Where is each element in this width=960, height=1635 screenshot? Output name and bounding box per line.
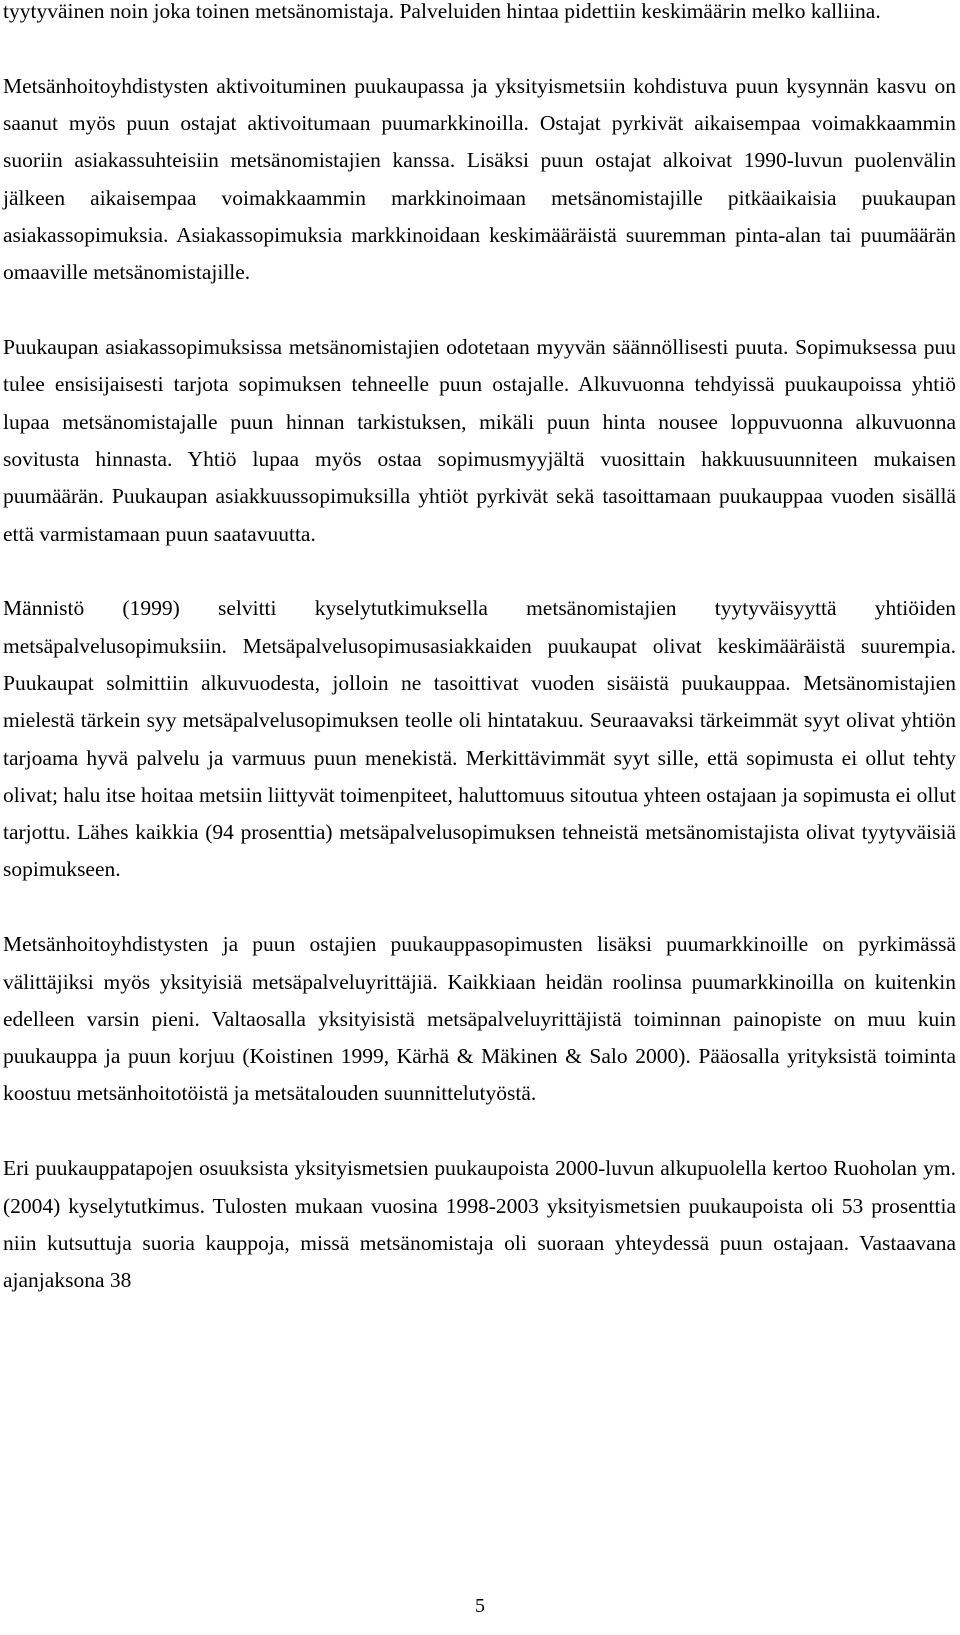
page-number: 5 (475, 1595, 485, 1617)
paragraph: Metsänhoitoyhdistysten aktivoituminen puukaupassa ja yksityismetsiin kohdistuva puun kysynnän kasvu on saanut myös puun ostajat aktivoitumaan puumarkkinoilla. Ostajat pyrkivät aikaisempaa voimakkaammin suoriin asiakassuhteisiin metsänomistajien kanssa. Lisäksi puun ostajat alkoivat 1990-luvun puolenvälin jälkeen aikaisempaa voimakkaammin markkinoimaan metsänomistajille pitkäaikaisia puukaupan asiakassopimuksia. Asiakassopimuksia markkinoidaan keskimääräistä suuremman pinta-alan tai puumäärän omaaville metsänomistajille. (3, 73, 956, 285)
paragraph: tyytyväinen noin joka toinen metsänomistaja. Palveluiden hintaa pidettiin keskimäärin melko kalliina. (3, 0, 881, 23)
body-text (3, 0, 956, 1299)
paragraph: Puukaupan asiakassopimuksissa metsänomistajien odotetaan myyvän säännöllisesti puuta. Sopimuksessa puu tulee ensisijaisesti tarjota sopimuksen tehneelle puun ostajalle. Alkuvuonna tehdyissä puukaupoissa yhtiö lupaa metsänomistajalle puun hinnan tarkistuksen, mikäli puun hinta nousee loppuvuonna alkuvuonna sovitusta hinnasta. Yhtiö lupaa myös ostaa sopimusmyyjältä vuosittain hakkuusuunniteen mukaisen puumäärän. Puukaupan asiakkuussopimuksilla yhtiöt pyrkivät sekä tasoittamaan puukauppaa vuoden sisällä että varmistamaan puun saatavuutta. (3, 335, 956, 546)
paragraph: Männistö (1999) selvitti kyselytutkimuksella metsänomistajien tyytyväisyyttä yhtiöiden metsäpalvelusopimuksiin. Metsäpalvelusopimusasiakkaiden puukaupat olivat keskimääräistä suurempia. Puukaupat solmittiin alkuvuodesta, jolloin ne tasoittivat vuoden sisäistä puukauppaa. Metsänomistajien mielestä tärkein syy metsäpalvelusopimuksen teolle oli hintatakuu. Seuraavaksi tärkeimmät syyt olivat yhtiön tarjoama hyvä palvelu ja varmuus puun menekistä. Merkittävimmät syyt sille, että sopimusta ei ollut tehty olivat; halu itse hoitaa metsiin liittyvät toimenpiteet, haluttomuus sitoutua yhteen ostajaan ja sopimusta ei ollut tarjottu. Lähes kaikkia (94 prosenttia) metsäpalvelusopimuksen tehneistä metsänomistajista olivat tyytyväisiä sopimukseen. (3, 596, 956, 882)
paragraph: Metsänhoitoyhdistysten ja puun ostajien puukauppasopimusten lisäksi puumarkkinoille on pyrkimässä välittäjiksi myös yksityisiä metsäpalveluyrittäjiä. Kaikkiaan heidän roolinsa puumarkkinoilla on kuitenkin edelleen varsin pieni. Valtaosalla yksityisistä metsäpalveluyrittäjistä toiminnan painopiste on muu kuin puukauppa ja puun korjuu (Koistinen 1999, Kärhä & Mäkinen & Salo 2000). Pääosalla yrityksistä toiminta koostuu metsänhoitotöistä ja metsätalouden suunnittelutyöstä. (3, 932, 956, 1106)
paragraph: Eri puukauppatapojen osuuksista yksityismetsien puukaupoista 2000-luvun alkupuolella kertoo Ruoholan ym. (2004) kyselytutkimus. Tulosten mukaan vuosina 1998-2003 yksityismetsien puukaupoista oli 53 prosenttia niin kutsuttuja suoria kauppoja, missä metsänomistaja oli suoraan yhteydessä puun ostajaan. Vastaavana ajanjaksona 38 (3, 1156, 956, 1293)
